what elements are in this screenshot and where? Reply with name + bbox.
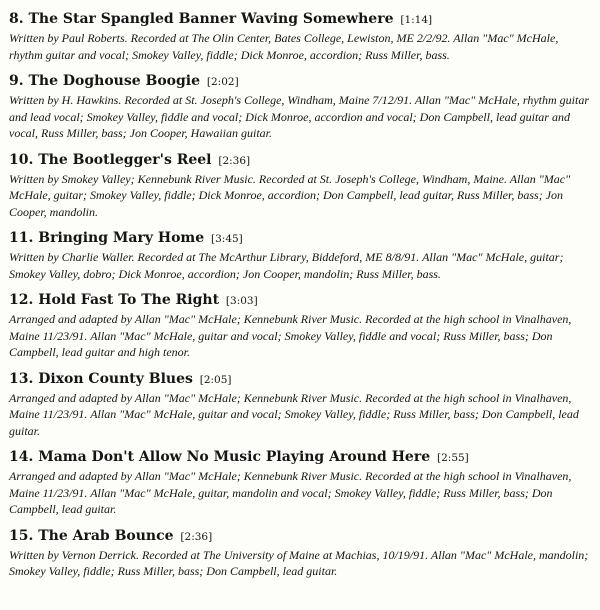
track-credits: Arranged and adapted by Allan "Mac" McHale; Kennebunk River Music. Recorded at the high school in Vinalhaven, Maine 11/23/91. Allan "Mac" McHale, guitar, mandolin and vocal; Smokey Valley, fiddle; Russ Miller, bass; Don Campbell, lead guitar.: [9, 469, 572, 516]
track-title: [9, 292, 593, 310]
track-title: [9, 152, 593, 170]
track-title-text: 9. The Doghouse Boogie: [9, 73, 201, 89]
track-15: [9, 528, 593, 580]
track-credits: Written by Charlie Waller. Recorded at The McArthur Library, Biddeford, ME 8/8/91. Allan "Mac" McHale, guitar; Smokey Valley, dobro; Dick Monroe, accordion; Jon Cooper, mandolin; Russ Miller, bass.: [9, 250, 564, 281]
track-duration: [1:14]: [400, 14, 433, 26]
track-duration: [2:36]: [180, 530, 213, 543]
track-duration: [2:02]: [206, 76, 239, 88]
track-duration: [2:05]: [199, 373, 232, 386]
track-credits: Arranged and adapted by Allan "Mac" McHale; Kennebunk River Music. Recorded at the high school in Vinalhaven, Maine 11/23/91. Allan "Mac" McHale, guitar and vocal; Smokey Valley, fiddle; Russ Miller, bass; Don Campbell, lead guitar.: [9, 390, 579, 438]
track-duration: [3:45]: [211, 233, 243, 245]
track-title-text: 8. The Star Spangled Banner Waving Somewhere: [9, 11, 394, 27]
track-credits: Written by Smokey Valley; Kennebunk River Music. Recorded at St. Joseph's College, Windham, Maine. Allan "Mac" McHale, guitar; Smokey Valley, fiddle; Dick Monroe, accordion; Don Campbell, lead guitar, Russ Miller, bass; Jon Cooper, mandolin.: [9, 171, 571, 219]
track-title-text: 15. The Arab Bounce: [9, 527, 174, 544]
track-title-text: 14. Mama Don't Allow No Music Playing Around Here: [9, 449, 431, 465]
track-credits: Arranged and adapted by Allan "Mac" McHale; Kennebunk River Music. Recorded at the high school in Vinalhaven, Maine 11/23/91. Allan "Mac" McHale, guitar and vocal; Smokey Valley, fiddle and vocal; Russ Miller, bass; Don Campbell, lead guitar and high tenor.: [9, 312, 572, 359]
track-title: [9, 449, 593, 467]
track-12: [9, 292, 593, 361]
track-11: [9, 230, 593, 282]
track-credits: Written by Paul Roberts. Recorded at The Olin Center, Bates College, Lewiston, ME 2/2/92. Allan "Mac" McHale, rhythm guitar and vocal; Smokey Valley, fiddle; Dick Monroe, accordion; Russ Miller, bass.: [9, 31, 559, 62]
track-9: [9, 73, 593, 142]
track-list: [9, 11, 593, 590]
track-duration: [2:55]: [437, 452, 469, 464]
track-duration: [2:36]: [218, 154, 251, 167]
track-title-text: 12. Hold Fast To The Right: [9, 292, 220, 308]
track-title-text: 11. Bringing Mary Home: [9, 230, 205, 246]
track-duration: [3:03]: [225, 295, 258, 307]
track-title: [9, 528, 593, 546]
track-credits: Written by Vernon Derrick. Recorded at The University of Maine at Machias, 10/19/91. Allan "Mac" McHale, mandolin; Smokey Valley, fiddle; Russ Miller, bass; Don Campbell, lead guitar.: [9, 547, 589, 578]
track-13: [9, 371, 593, 440]
track-title-text: 13. Dixon County Blues: [9, 370, 193, 387]
track-title: [9, 73, 593, 91]
track-credits: Written by H. Hawkins. Recorded at St. Joseph's College, Windham, Maine 7/12/91. Allan "Mac" McHale, rhythm guitar and lead vocal; Smokey Valley, fiddle and vocal; Dick Monroe, accordion and vocal; Don Campbell, lead guitar and vocal, Russ Miller, bass; Jon Cooper, Hawaiian guitar.: [9, 93, 590, 140]
track-10: [9, 152, 593, 221]
track-8: [9, 11, 593, 63]
track-title: [9, 371, 593, 389]
track-title: [9, 11, 593, 29]
track-title: [9, 230, 593, 248]
track-14: [9, 449, 593, 518]
track-title-text: 10. The Bootlegger's Reel: [9, 151, 212, 168]
